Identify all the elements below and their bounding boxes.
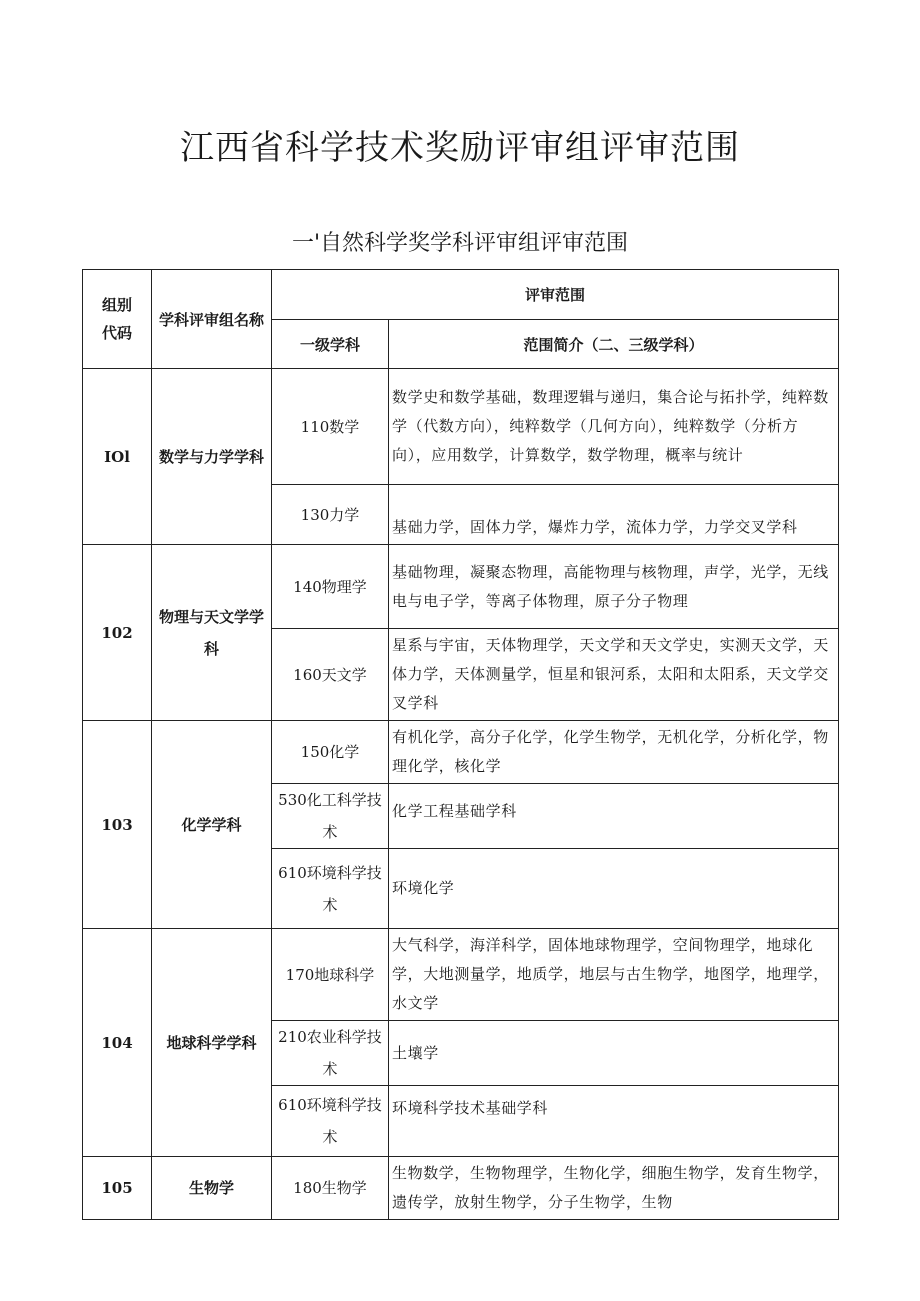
subject-name: 180生物学 — [272, 1157, 389, 1220]
review-scope-table — [82, 269, 839, 1220]
subject-name: 160天文学 — [272, 629, 389, 721]
subject-description: 大气科学，海洋科学，固体地球物理学，空间物理学，地球化学，大地测量学，地质学，地层与古生物学，地图学，地理学，水文学 — [389, 929, 839, 1021]
group-code: 103 — [83, 721, 152, 929]
subject-name: 140物理学 — [272, 545, 389, 629]
section-subtitle: 一'自然科学奖学科评审组评审范围 — [291, 231, 629, 256]
header-group-code: 组别代码 — [83, 270, 152, 369]
group-name: 地球科学学科 — [152, 929, 272, 1157]
group-code: 104 — [83, 929, 152, 1157]
subject-description: 有机化学，高分子化学，化学生物学，无机化学，分析化学，物理化学，核化学 — [389, 721, 839, 784]
subject-name: 130力学 — [272, 485, 389, 545]
group-name: 化学学科 — [152, 721, 272, 929]
subject-description: 基础物理，凝聚态物理，高能物理与核物理，声学，光学，无线电与电子学，等离子体物理，原子分子物理 — [389, 545, 839, 629]
subject-description: 星系与宇宙，天体物理学，天文学和天文学史，实测天文学，天体力学，天体测量学，恒星和银河系，太阳和太阳系，天文学交叉学科 — [389, 629, 839, 721]
subject-name: 170地球科学 — [272, 929, 389, 1021]
table-row — [83, 929, 839, 1021]
group-name: 数学与力学学科 — [152, 369, 272, 545]
table-row — [83, 369, 839, 485]
header-group-name: 学科评审组名称 — [152, 270, 272, 369]
subject-description: 数学史和数学基础，数理逻辑与递归，集合论与拓扑学，纯粹数学（代数方向），纯粹数学（几何方向），纯粹数学（分析方向），应用数学，计算数学，数学物理，概率与统计 — [389, 369, 839, 485]
subject-description: 化学工程基础学科 — [389, 784, 839, 849]
subject-name: 110数学 — [272, 369, 389, 485]
group-name: 物理与天文学学科 — [152, 545, 272, 721]
table-row — [83, 721, 839, 784]
subject-name: 210农业科学技术 — [272, 1021, 389, 1086]
header-level1: 一级学科 — [272, 320, 389, 369]
group-code: 105 — [83, 1157, 152, 1220]
subject-description: 生物数学，生物物理学，生物化学，细胞生物学，发育生物学，遗传学，放射生物学，分子生物学，生物 — [389, 1157, 839, 1220]
header-scope: 评审范围 — [272, 270, 839, 320]
header-intro: 范围简介（二、三级学科） — [389, 320, 839, 369]
subject-name: 150化学 — [272, 721, 389, 784]
page-title: 江西省科学技术奖励评审组评审范围 — [180, 128, 740, 168]
table-row — [83, 545, 839, 629]
group-code: IOl — [83, 369, 152, 545]
subject-description: 土壤学 — [389, 1021, 839, 1086]
subject-name: 610环境科学技术 — [272, 849, 389, 929]
subject-name: 610环境科学技术 — [272, 1086, 389, 1157]
subject-name: 530化工科学技术 — [272, 784, 389, 849]
subject-description: 环境化学 — [389, 849, 839, 929]
group-code: 102 — [83, 545, 152, 721]
group-name: 生物学 — [152, 1157, 272, 1220]
subject-description: 环境科学技术基础学科 — [389, 1086, 839, 1157]
table-row — [83, 1157, 839, 1220]
subject-description: 基础力学，固体力学，爆炸力学，流体力学，力学交叉学科 — [389, 485, 839, 545]
